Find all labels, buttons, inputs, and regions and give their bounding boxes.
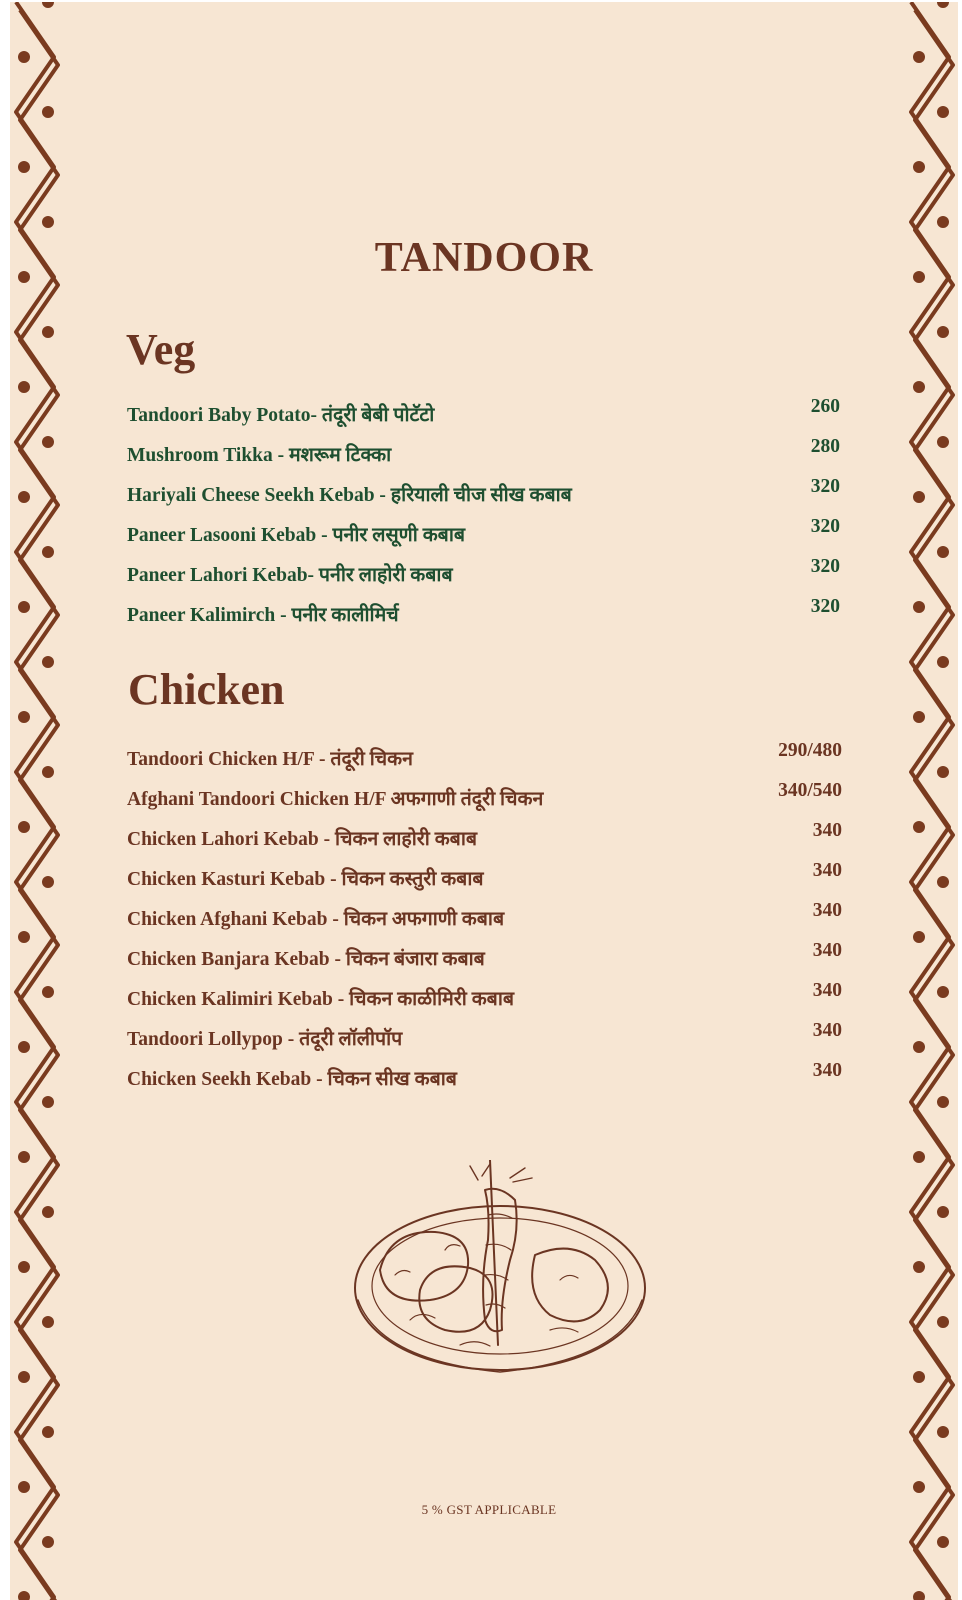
border-dot (913, 1041, 925, 1053)
border-dot (937, 2, 949, 8)
border-dot (18, 711, 30, 723)
border-dot (42, 1096, 54, 1108)
veg-heading: Veg (126, 325, 196, 374)
list-item (127, 740, 867, 774)
border-dot (42, 216, 54, 228)
item-name: Afghani Tandoori Chicken H/F अफगाणी तंदूरी चिकन (127, 789, 544, 810)
border-dot (913, 1151, 925, 1163)
border-dot (42, 1536, 54, 1548)
list-item (127, 900, 867, 934)
border-dot (937, 216, 949, 228)
item-price: 320 (810, 596, 840, 617)
item-price: 290/480 (778, 740, 842, 761)
border-dot (18, 51, 30, 63)
border-dot (937, 546, 949, 558)
border-dot (42, 436, 54, 448)
border-dot (42, 546, 54, 558)
item-name: Chicken Kalimiri Kebab - चिकन काळीमिरी कबाब (127, 989, 515, 1010)
border-dot (18, 931, 30, 943)
item-price: 340/540 (778, 780, 842, 801)
list-item (127, 516, 867, 550)
border-dot (42, 1316, 54, 1328)
item-price: 260 (810, 396, 840, 417)
list-item (127, 860, 867, 894)
gst-note: 5 % GST APPLICABLE (421, 1502, 557, 1517)
list-item (127, 820, 867, 854)
border-dot (937, 436, 949, 448)
item-name: Paneer Lahori Kebab- पनीर लाहोरी कबाब (127, 565, 453, 586)
list-item (127, 556, 867, 590)
border-dot (18, 1041, 30, 1053)
item-name: Chicken Kasturi Kebab - चिकन कस्तुरी कबाब (127, 869, 484, 890)
item-name: Chicken Afghani Kebab - चिकन अफगाणी कबाब (127, 909, 505, 930)
border-dot (18, 161, 30, 173)
list-item (127, 396, 867, 430)
item-price: 340 (812, 940, 842, 961)
border-dot (937, 656, 949, 668)
list-item (127, 1020, 867, 1054)
border-dot (937, 1316, 949, 1328)
item-name: Chicken Seekh Kebab - चिकन सीख कबाब (127, 1069, 457, 1090)
item-name: Paneer Lasooni Kebab - पनीर लसूणी कबाब (127, 525, 466, 546)
border-dot (913, 931, 925, 943)
item-price: 340 (812, 900, 842, 921)
border-dot (18, 1481, 30, 1493)
border-dot (913, 711, 925, 723)
border-dot (937, 1536, 949, 1548)
border-dot (937, 876, 949, 888)
item-price: 340 (812, 1020, 842, 1041)
item-name: Chicken Lahori Kebab - चिकन लाहोरी कबाब (127, 829, 478, 850)
item-price: 280 (810, 436, 840, 457)
border-dot (18, 491, 30, 503)
list-item (127, 596, 867, 630)
border-dot (42, 766, 54, 778)
border-dot (42, 656, 54, 668)
list-item (127, 940, 867, 974)
border-dot (913, 51, 925, 63)
border-dot (42, 876, 54, 888)
item-name: Hariyali Cheese Seekh Kebab - हरियाली चीज सीख कबाब (127, 485, 572, 506)
chicken-heading: Chicken (128, 665, 285, 714)
border-dot (937, 106, 949, 118)
border-dot (913, 1261, 925, 1273)
menu-title: TANDOOR (374, 235, 594, 281)
item-price: 340 (812, 860, 842, 881)
item-name: Mushroom Tikka - मशरूम टिक्का (127, 445, 392, 466)
menu-page (10, 2, 958, 1600)
list-item (127, 780, 867, 814)
border-dot (42, 1206, 54, 1218)
border-dot (18, 1371, 30, 1383)
list-item (127, 980, 867, 1014)
border-dot (913, 601, 925, 613)
border-dot (937, 1426, 949, 1438)
item-price: 340 (812, 1060, 842, 1081)
border-dot (937, 986, 949, 998)
border-dot (913, 1481, 925, 1493)
border-dot (913, 821, 925, 833)
border-dot (18, 821, 30, 833)
border-dot (937, 326, 949, 338)
border-dot (42, 986, 54, 998)
item-price: 340 (812, 820, 842, 841)
border-dot (42, 2, 54, 8)
border-dot (18, 1261, 30, 1273)
border-dot (18, 381, 30, 393)
item-name: Tandoori Lollypop - तंदूरी लॉलीपॉप (127, 1029, 403, 1050)
border-dot (913, 1591, 925, 1600)
border-dot (42, 106, 54, 118)
border-dot (18, 1591, 30, 1600)
border-dot (18, 601, 30, 613)
border-dot (937, 1206, 949, 1218)
border-dot (42, 1426, 54, 1438)
item-price: 320 (810, 516, 840, 537)
border-dot (18, 1151, 30, 1163)
border-dot (913, 1371, 925, 1383)
item-name: Tandoori Chicken H/F - तंदूरी चिकन (127, 749, 413, 770)
border-dot (937, 766, 949, 778)
border-dot (913, 491, 925, 503)
border-dot (42, 326, 54, 338)
list-item (127, 1060, 867, 1094)
item-price: 320 (810, 476, 840, 497)
item-name: Tandoori Baby Potato- तंदूरी बेबी पोटॅटो (127, 405, 435, 426)
item-name: Chicken Banjara Kebab - चिकन बंजारा कबाब (127, 949, 485, 970)
list-item (127, 476, 867, 510)
item-price: 340 (812, 980, 842, 1001)
border-dot (937, 1096, 949, 1108)
item-name: Paneer Kalimirch - पनीर कालीमिर्च (127, 605, 399, 626)
border-dot (913, 381, 925, 393)
border-dot (913, 161, 925, 173)
tandoori-platter-illustration (350, 1160, 650, 1385)
item-price: 320 (810, 556, 840, 577)
list-item (127, 436, 867, 470)
